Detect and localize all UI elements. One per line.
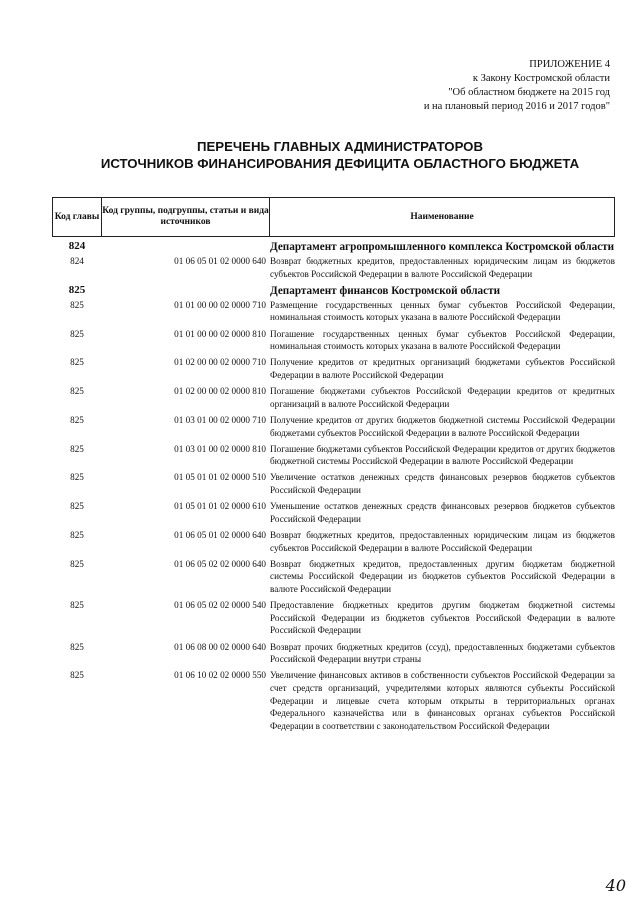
title-line-1: ПЕРЕЧЕНЬ ГЛАВНЫХ АДМИНИСТРАТОРОВ xyxy=(197,139,483,154)
row-name: Возврат бюджетных кредитов, предоставленных юридическим лицам из бюджетов субъектов Российской Федерации в валюте Российской Федерации xyxy=(270,530,615,553)
appendix-line-1: ПРИЛОЖЕНИЕ 4 xyxy=(529,59,610,70)
row-name: Увеличение остатков денежных средств финансовых резервов бюджетов субъектов Российской Федерации xyxy=(270,472,615,496)
row-code: 825 xyxy=(70,641,84,652)
row-group-code: 01 01 00 00 02 0000 810 xyxy=(174,328,266,339)
appendix-block xyxy=(350,58,610,114)
table-row xyxy=(52,669,615,732)
row-code: 825 xyxy=(70,600,84,611)
row-group-code: 01 02 00 00 02 0000 710 xyxy=(174,357,266,368)
appendix-line-3: "Об областном бюджете на 2015 год xyxy=(448,87,610,98)
row-group-code: 01 02 00 00 02 0000 810 xyxy=(174,386,266,397)
table-header xyxy=(52,197,615,237)
row-name: Погашение бюджетами субъектов Российской Федерации кредитов от кредитных организаций в валюте Российской Федерации xyxy=(270,386,615,409)
row-code: 825 xyxy=(70,530,84,541)
page-number: 40 xyxy=(605,876,626,895)
table-body xyxy=(52,238,615,736)
appendix-line-4: и на плановый период 2016 и 2017 годов" xyxy=(423,101,610,112)
row-group-code: 01 03 01 00 02 0000 810 xyxy=(174,443,266,454)
department-row xyxy=(52,284,615,299)
row-group-code: 01 06 10 02 02 0000 550 xyxy=(174,670,266,681)
table-row xyxy=(52,471,615,496)
row-code: 825 xyxy=(70,670,84,681)
row-name: Погашение бюджетами субъектов Российской Федерации кредитов от других бюджетов бюджетной системы Российской Федерации в валюте Российской Федерации xyxy=(270,443,615,467)
row-name: Уменьшение остатков денежных средств финансовых резервов бюджетов субъектов Российской Федерации xyxy=(270,501,615,524)
document-title xyxy=(60,138,620,172)
row-name: Возврат бюджетных кредитов, предоставленных другим бюджетам бюджетной системы Российской Федерации из бюджетов субъектов Российской Федерации в валюте Российской Федерации xyxy=(270,558,615,594)
row-code: 825 xyxy=(70,501,84,512)
row-group-code: 01 06 08 00 02 0000 640 xyxy=(174,641,266,652)
department-name: Департамент агропромышленного комплекса Костромской области xyxy=(270,241,615,253)
row-code: 825 xyxy=(70,386,84,397)
row-group-code: 01 03 01 00 02 0000 710 xyxy=(174,414,266,425)
row-code: 824 xyxy=(70,256,84,266)
appendix-line-2: к Закону Костромской области xyxy=(472,73,610,84)
department-row xyxy=(52,240,615,255)
table-row xyxy=(52,356,615,381)
row-code: 825 xyxy=(70,443,84,454)
row-code: 825 xyxy=(70,558,84,569)
table-row xyxy=(52,299,615,324)
department-name: Департамент финансов Костромской области xyxy=(270,284,501,297)
row-name: Предоставление бюджетных кредитов другим бюджетам бюджетной системы Российской Федерации из бюджетов субъектов Российской Федерации в валюте Российской Федерации xyxy=(270,600,615,636)
table-row xyxy=(52,414,615,439)
row-code: 825 xyxy=(70,299,84,310)
table-row xyxy=(52,328,615,353)
row-name: Получение кредитов от других бюджетов бюджетной системы Российской Федерации бюджетами субъектов Российской Федерации в валюте Российской Федерации xyxy=(270,414,615,438)
title-line-2: ИСТОЧНИКОВ ФИНАНСИРОВАНИЯ ДЕФИЦИТА ОБЛАСТНОГО БЮДЖЕТА xyxy=(100,156,580,171)
department-group-empty xyxy=(102,240,270,255)
department-code: 825 xyxy=(68,283,86,296)
row-name: Увеличение финансовых активов в собственности субъектов Российской Федерации за счет средств организаций, учредителями которых являются субъекты Российской Федерации и лицевые счета которым открыты в территориальных органах Федерального казначейства или в финансовых органах субъектов Российской Федерации в соответствии с законодательством Российской Федерации xyxy=(270,670,615,731)
row-code: 825 xyxy=(70,414,84,425)
row-group-code: 01 06 05 01 02 0000 640 xyxy=(174,256,266,266)
row-code: 825 xyxy=(70,328,84,339)
table-row xyxy=(52,641,615,666)
header-name: Наименование xyxy=(270,198,615,236)
row-name: Размещение государственных ценных бумаг субъектов Российской Федерации, номинальная стоимость которых указана в валюте Российской Федерации xyxy=(270,299,615,323)
header-group: Код группы, подгруппы, статьи и вида источников xyxy=(102,198,270,236)
row-code: 825 xyxy=(70,472,84,483)
row-name: Получение кредитов от кредитных организаций бюджетами субъектов Российской Федерации в валюте Российской Федерации xyxy=(270,357,615,380)
table-row xyxy=(52,385,615,410)
row-name: Возврат прочих бюджетных кредитов (ссуд), предоставленных бюджетами субъектов Российской Федерации внутри страны xyxy=(270,641,615,665)
table-row xyxy=(52,529,615,554)
department-code: 824 xyxy=(68,240,86,252)
row-group-code: 01 06 05 02 02 0000 640 xyxy=(174,558,266,569)
row-name: Погашение государственных ценных бумаг субъектов Российской Федерации, номинальная стоимость которых указана в валюте Российской Федерации xyxy=(270,328,615,352)
row-group-code: 01 01 00 00 02 0000 710 xyxy=(174,299,266,310)
row-group-code: 01 05 01 01 02 0000 610 xyxy=(174,501,266,512)
row-name: Возврат бюджетных кредитов, предоставленных юридическим лицам из бюджетов субъектов Российской Федерации в валюте Российской Федерации xyxy=(270,256,615,279)
table-row xyxy=(52,255,615,280)
row-group-code: 01 06 05 01 02 0000 640 xyxy=(174,530,266,541)
table-row xyxy=(52,443,615,468)
table-row xyxy=(52,599,615,637)
department-group-empty xyxy=(102,284,270,299)
row-code: 825 xyxy=(70,357,84,368)
table-row xyxy=(52,558,615,596)
row-group-code: 01 06 05 02 02 0000 540 xyxy=(174,600,266,611)
row-group-code: 01 05 01 01 02 0000 510 xyxy=(174,472,266,483)
header-code: Код главы xyxy=(52,198,102,236)
table-row xyxy=(52,500,615,525)
